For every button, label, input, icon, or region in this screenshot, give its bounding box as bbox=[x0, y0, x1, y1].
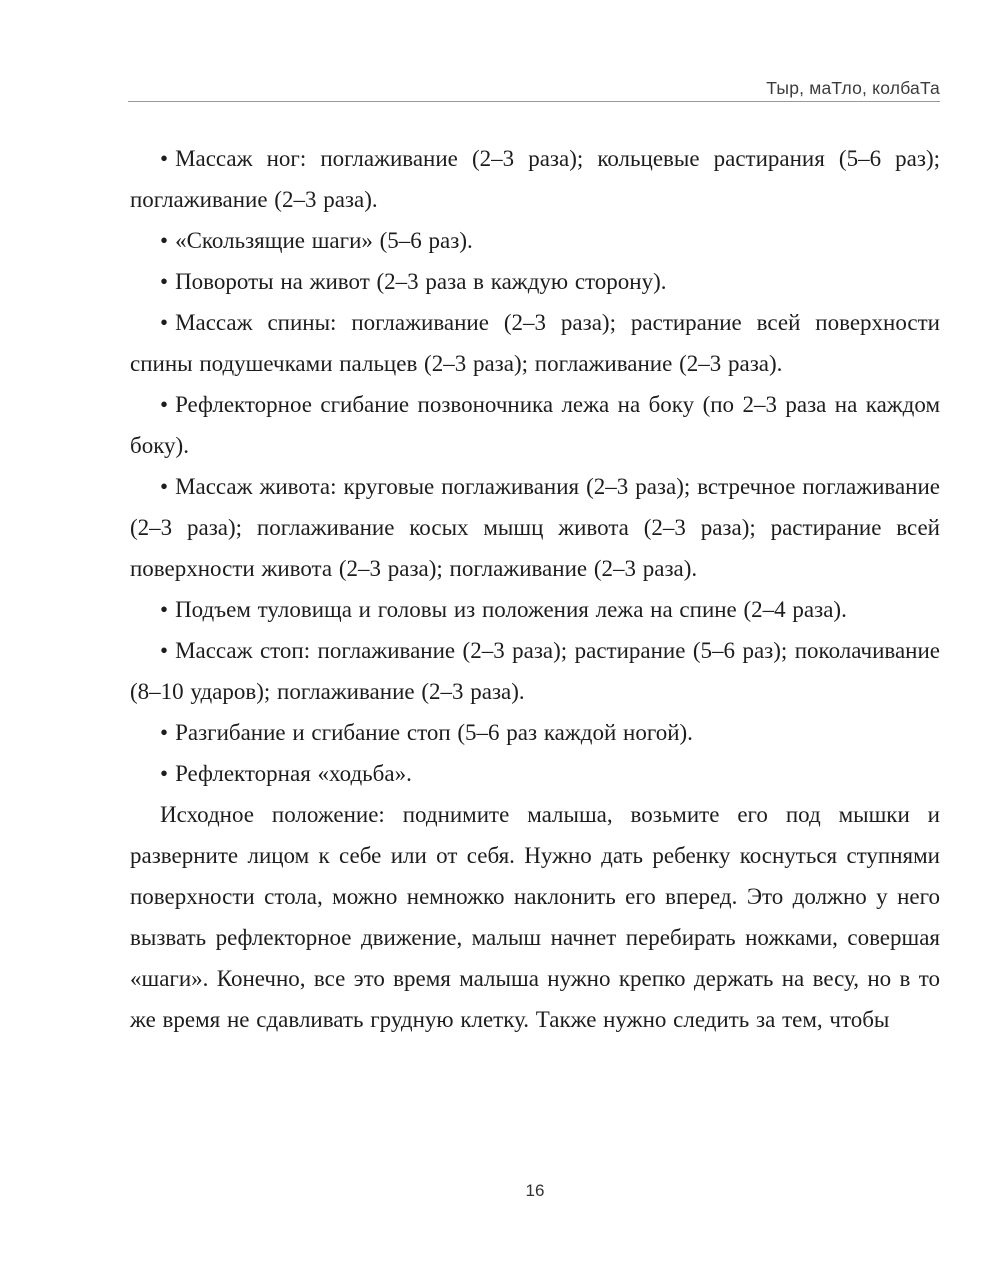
bullet-marker: • bbox=[160, 310, 169, 335]
bullet-marker: • bbox=[160, 597, 169, 622]
list-item bbox=[130, 753, 940, 794]
bullet-marker: • bbox=[160, 269, 169, 294]
list-item-text: Повороты на живот (2–3 раза в каждую сторону). bbox=[175, 269, 667, 294]
list-item bbox=[130, 589, 940, 630]
bullet-marker: • bbox=[160, 474, 169, 499]
bullet-marker: • bbox=[160, 720, 169, 745]
bullet-marker: • bbox=[160, 228, 169, 253]
bullet-marker: • bbox=[160, 638, 169, 663]
page-body bbox=[130, 138, 940, 1040]
list-item-text: Рефлекторная «ходьба». bbox=[175, 761, 412, 786]
running-head: Тыр, маТло, колбаТа bbox=[766, 78, 940, 98]
body-paragraph: Исходное положение: поднимите малыша, возьмите его под мышки и разверните лицом к себе или от себя. Нужно дать ребенку коснуться ступнями поверхности стола, можно немножко наклонить его вперед. Это должно у него вызвать рефлекторное движение, малыш начнет перебирать ножками, совершая «шаги». Конечно, все это время малыша нужно крепко держать на весу, но в то же время не сдавливать грудную клетку. Также нужно следить за тем, чтобы bbox=[130, 802, 940, 1032]
list-item-text: Массаж живота: круговые поглаживания (2–3 раза); встречное поглаживание (2–3 раза); поглаживание косых мышц живота (2–3 раза); растирание всей поверхности живота (2–3 раза); поглаживание (2–3 раза). bbox=[130, 474, 940, 581]
list-item-text: Разгибание и сгибание стоп (5–6 раз каждой ногой). bbox=[175, 720, 693, 745]
page-number: 16 bbox=[525, 1181, 545, 1200]
list-item-text: Массаж спины: поглаживание (2–3 раза); растирание всей поверхности спины подушечками пальцев (2–3 раза); поглаживание (2–3 раза). bbox=[130, 310, 940, 376]
list-item-text: Массаж ног: поглаживание (2–3 раза); кольцевые растирания (5–6 раз); поглаживание (2–3 раза). bbox=[130, 146, 940, 212]
list-item bbox=[130, 302, 940, 384]
list-item-text: Массаж стоп: поглаживание (2–3 раза); растирание (5–6 раз); поколачивание (8–10 ударов); поглаживание (2–3 раза). bbox=[130, 638, 940, 704]
list-item bbox=[130, 466, 940, 589]
list-item bbox=[130, 261, 940, 302]
bullet-marker: • bbox=[160, 392, 169, 417]
bullet-marker: • bbox=[160, 146, 169, 171]
list-item bbox=[130, 138, 940, 220]
bullet-marker: • bbox=[160, 761, 169, 786]
list-item bbox=[130, 630, 940, 712]
list-item-text: Подъем туловища и головы из положения лежа на спине (2–4 раза). bbox=[175, 597, 847, 622]
list-item bbox=[130, 220, 940, 261]
list-item-text: Рефлекторное сгибание позвоночника лежа на боку (по 2–3 раза на каждом боку). bbox=[130, 392, 940, 458]
list-item bbox=[130, 384, 940, 466]
list-item bbox=[130, 712, 940, 753]
header-rule bbox=[128, 101, 940, 102]
list-item-text: «Скользящие шаги» (5–6 раз). bbox=[175, 228, 473, 253]
